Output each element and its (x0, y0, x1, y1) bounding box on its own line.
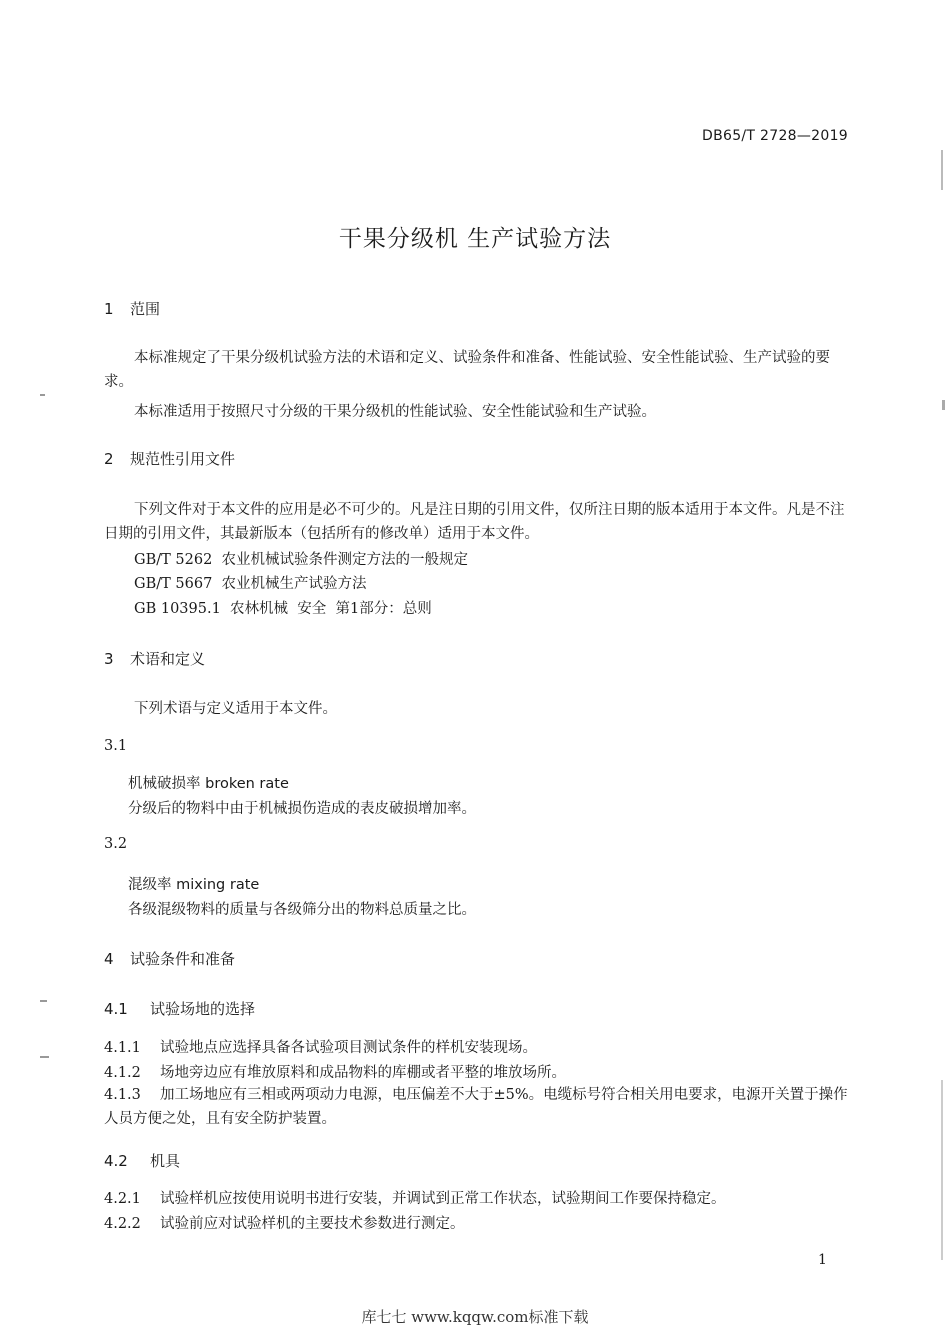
section-3-heading (104, 648, 205, 669)
scan-speck (40, 1000, 47, 1002)
section-number: 3 (104, 650, 114, 668)
clause-item (104, 1212, 465, 1233)
section-1-paragraph-2: 本标准适用于按照尺寸分级的干果分级机的性能试验、安全性能试验和生产试验。 (134, 404, 656, 420)
clause-text: 试验样机应按使用说明书进行安装，并调试到正常工作状态，试验期间工作要保持稳定。 (160, 1191, 726, 1207)
clause-text: 试验地点应选择具备各试验项目测试条件的样机安装现场。 (160, 1040, 537, 1056)
term-name: 机械破损率 broken rate (128, 776, 289, 792)
scan-speck (941, 150, 943, 190)
section-number: 2 (104, 450, 114, 468)
section-title: 范围 (130, 300, 161, 318)
page-number: 1 (818, 1252, 827, 1268)
section-number: 1 (104, 300, 114, 318)
section-3-paragraph-1: 下列术语与定义适用于本文件。 (134, 701, 337, 717)
clause-item (104, 1061, 566, 1082)
subsection-number: 4.2 (104, 1152, 128, 1170)
section-title: 术语和定义 (130, 650, 206, 668)
section-2-heading (104, 448, 235, 469)
scan-speck (40, 1056, 49, 1058)
scan-speck (40, 394, 45, 396)
section-title: 试验条件和准备 (130, 950, 236, 968)
reference-item: GB/T 5667 农业机械生产试验方法 (134, 576, 367, 592)
term-number: 3.2 (104, 836, 128, 852)
reference-item: GB 10395.1 农林机械 安全 第1部分：总则 (134, 601, 432, 617)
reference-item: GB/T 5262 农业机械试验条件测定方法的一般规定 (134, 552, 469, 568)
subsection-title: 机具 (150, 1152, 181, 1170)
term-definition: 分级后的物料中由于机械损伤造成的表皮破损增加率。 (128, 801, 476, 817)
section-4-heading (104, 948, 235, 969)
subsection-4-1-heading (104, 998, 255, 1019)
footer-watermark: 库七七 www.kqqw.com标准下载 (361, 1308, 589, 1326)
scan-speck (942, 400, 945, 410)
section-title: 规范性引用文件 (130, 450, 236, 468)
clause-number: 4.1.1 (104, 1040, 141, 1056)
clause-text: 试验前应对试验样机的主要技术参数进行测定。 (160, 1216, 465, 1232)
section-1-paragraph-1: 本标准规定了干果分级机试验方法的术语和定义、试验条件和准备、性能试验、安全性能试验、生产试验的要求。 (104, 350, 830, 390)
clause-number: 4.2.2 (104, 1216, 141, 1232)
clause-number: 4.1.2 (104, 1065, 141, 1081)
subsection-title: 试验场地的选择 (150, 1000, 256, 1018)
term-name: 混级率 mixing rate (128, 877, 260, 893)
clause-text: 场地旁边应有堆放原料和成品物料的库棚或者平整的堆放场所。 (160, 1065, 566, 1081)
clause-item (104, 1187, 726, 1208)
term-definition: 各级混级物料的质量与各级筛分出的物料总质量之比。 (128, 902, 476, 918)
document-title: 干果分级机 生产试验方法 (338, 226, 612, 252)
section-1-heading (104, 298, 160, 319)
clause-text: 加工场地应有三相或两项动力电源，电压偏差不大于±5%。电缆标号符合相关用电要求，电源开关置于操作人员方便之处，且有安全防护装置。 (104, 1087, 848, 1127)
section-2-paragraph-1: 下列文件对于本文件的应用是必不可少的。凡是注日期的引用文件，仅所注日期的版本适用于本文件。凡是不注日期的引用文件，其最新版本（包括所有的修改单）适用于本文件。 (104, 502, 845, 542)
clause-item (104, 1036, 537, 1057)
standard-code: DB65/T 2728—2019 (702, 128, 848, 144)
subsection-4-2-heading (104, 1150, 180, 1171)
scan-speck (941, 1080, 943, 1260)
clause-number: 4.1.3 (104, 1087, 141, 1103)
term-number: 3.1 (104, 738, 128, 754)
clause-number: 4.2.1 (104, 1191, 141, 1207)
subsection-number: 4.1 (104, 1000, 128, 1018)
clause-item (104, 1083, 849, 1131)
section-number: 4 (104, 950, 114, 968)
